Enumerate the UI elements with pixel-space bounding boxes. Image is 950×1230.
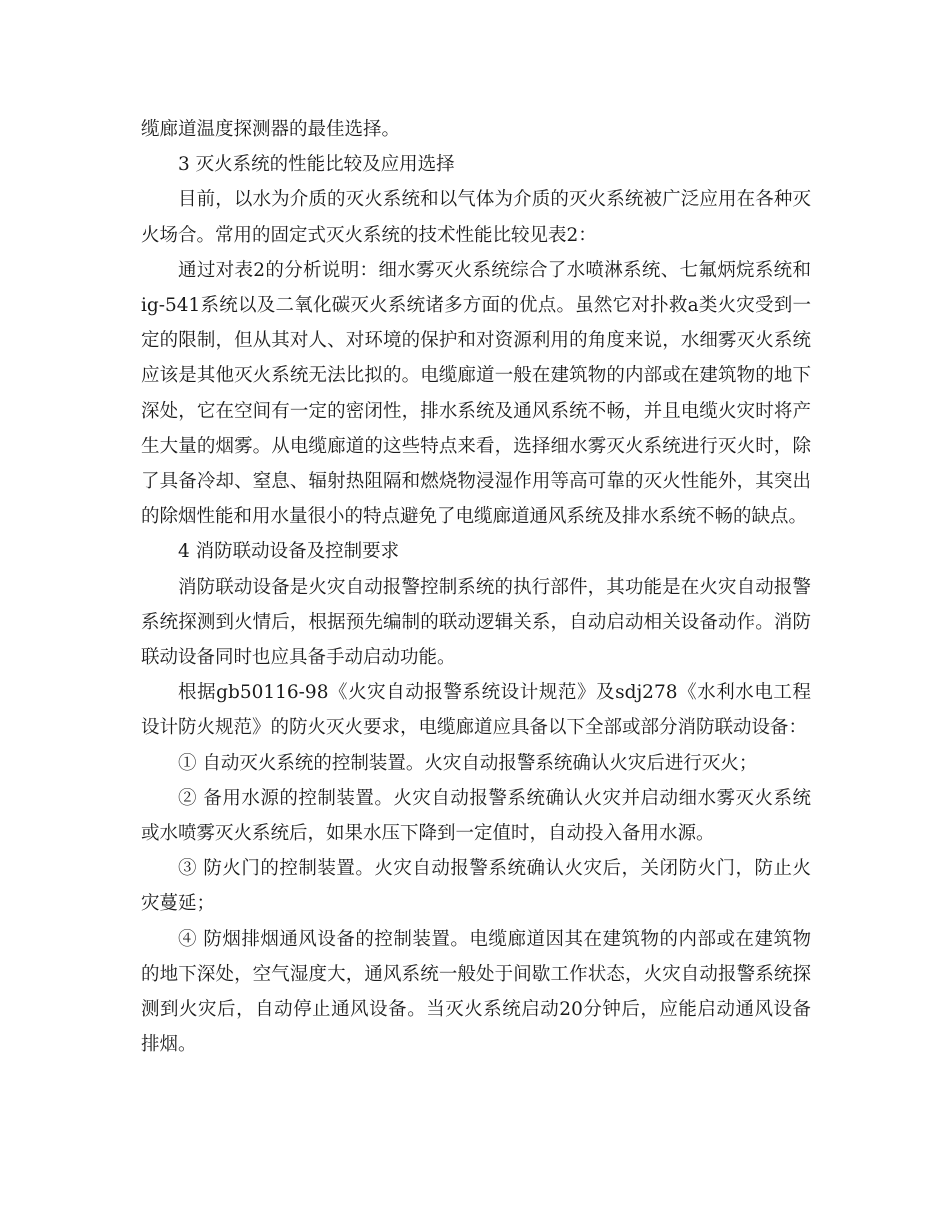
section-heading-4: 4 消防联动设备及控制要求 <box>178 541 400 563</box>
document-body <box>141 112 811 1062</box>
section-heading-3: 3 灭火系统的性能比较及应用选择 <box>178 154 455 176</box>
paragraph-analysis: 通过对表2的分析说明：细水雾灭火系统综合了水喷淋系统、七氟炳烷系统和ig-541系统以及二氧化碳灭火系统诸多方面的优点。虽然它对扑救a类火灾受到一定的限制，但从其对人、对环境的保护和对资源利用的角度来说，水细雾灭火系统应该是其他灭火系统无法比拟的。电缆廊道一般在建筑物的内部或在建筑物的地下深处，它在空间有一定的密闭性，排水系统及通风系统不畅，并且电缆火灾时将产生大量的烟雾。从电缆廊道的这些特点来看，选择细水雾灭火系统进行灭火时，除了具备冷却、窒息、辐射热阻隔和燃烧物浸湿作用等高可靠的灭火性能外，其突出的除烟性能和用水量很小的特点避免了电缆廊道通风系统及排水系统不畅的缺点。 <box>141 259 811 528</box>
paragraph-continuation: 缆廊道温度探测器的最佳选择。 <box>141 119 401 140</box>
paragraph-intro: 目前，以水为介质的灭火系统和以气体为介质的灭火系统被广泛应用在各种灭火场合。常用的固定式灭火系统的技术性能比较见表2： <box>141 189 811 246</box>
list-item-4: ④ 防烟排烟通风设备的控制装置。电缆廊道因其在建筑物的内部或在建筑物的地下深处，空气湿度大，通风系统一般处于间歇工作状态，火灾自动报警系统探测到火灾后，自动停止通风设备。当灭火系统启动20分钟后，应能启动通风设备排烟。 <box>141 928 811 1056</box>
list-item-3: ③ 防火门的控制装置。火灾自动报警系统确认火灾后，关闭防火门，防止火灾蔓延； <box>141 858 811 915</box>
list-item-1: ① 自动灭火系统的控制装置。火灾自动报警系统确认火灾后进行灭火； <box>178 752 758 774</box>
list-item-2: ② 备用水源的控制装置。火灾自动报警系统确认火灾并启动细水雾灭火系统或水喷雾灭火系统后，如果水压下降到一定值时，自动投入备用水源。 <box>141 787 811 845</box>
paragraph-standards: 根据gb50116-98《火灾自动报警系统设计规范》及sdj278《水利水电工程设计防火规范》的防火灭火要求，电缆廊道应具备以下全部或部分消防联动设备： <box>141 682 811 739</box>
paragraph-linkage-intro: 消防联动设备是火灾自动报警控制系统的执行部件，其功能是在火灾自动报警系统探测到火情后，根据预先编制的联动逻辑关系，自动启动相关设备动作。消防联动设备同时也应具备手动启动功能。 <box>141 576 811 669</box>
